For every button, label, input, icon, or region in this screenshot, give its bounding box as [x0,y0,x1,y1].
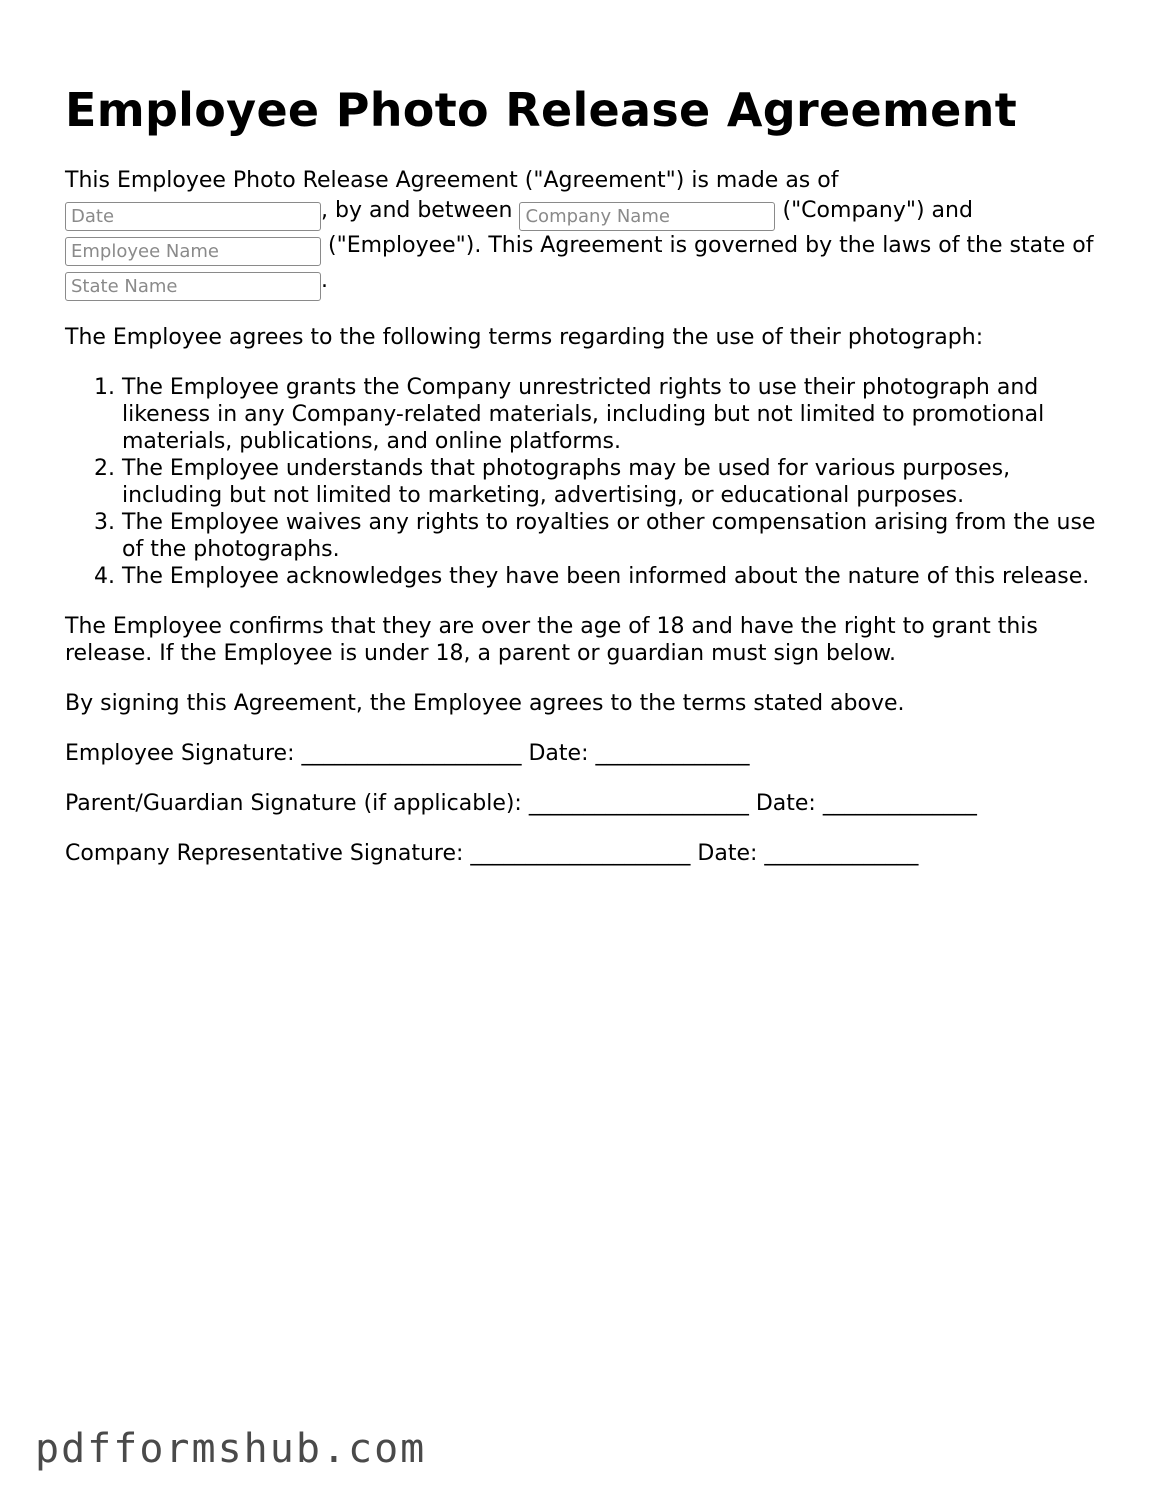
agreement-statement: By signing this Agreement, the Employee agrees to the terms stated above. [65,691,905,716]
document-title: Employee Photo Release Agreement [65,83,1018,137]
term-item: 1. The Employee grants the Company unrestricted rights to use their photograph and likeness in any Company-related materials, including but not limited to promotional materials, publications, and online platforms. [122,374,1105,455]
terms-list [65,374,1105,590]
guardian-signature-line: Parent/Guardian Signature (if applicable): ____________________ Date: ______________ [65,791,977,816]
intro-text-4: ("Employee"). This Agreement is governed by the laws of the state of [328,233,1094,258]
intro-paragraph [65,166,1105,301]
watermark: pdfformshub.com [35,1426,427,1472]
company-name-field[interactable] [519,202,775,231]
employee-name-field[interactable] [65,237,321,266]
employee-signature-line: Employee Signature: ____________________ Date: ______________ [65,741,750,766]
term-item: 2. The Employee understands that photographs may be used for various purposes, including but not limited to marketing, advertising, or educational purposes. [122,455,1105,509]
intro-text-5: . [321,268,328,293]
intro-text-3: ("Company") and [782,198,973,223]
term-item: 4. The Employee acknowledges they have been informed about the nature of this release. [122,563,1105,590]
company-signature-line: Company Representative Signature: ____________________ Date: ______________ [65,841,919,866]
state-name-field[interactable] [65,272,321,301]
term-item: 3. The Employee waives any rights to royalties or other compensation arising from the use of the photographs. [122,509,1105,563]
terms-intro: The Employee agrees to the following terms regarding the use of their photograph: [65,325,984,350]
intro-text-2: , by and between [321,198,513,223]
document [65,78,1105,867]
age-confirmation: The Employee confirms that they are over the age of 18 and have the right to grant this release. If the Employee is under 18, a parent or guardian must sign below. [65,614,1038,666]
date-field[interactable] [65,202,321,231]
intro-text-1: This Employee Photo Release Agreement ("Agreement") is made as of [65,168,839,193]
